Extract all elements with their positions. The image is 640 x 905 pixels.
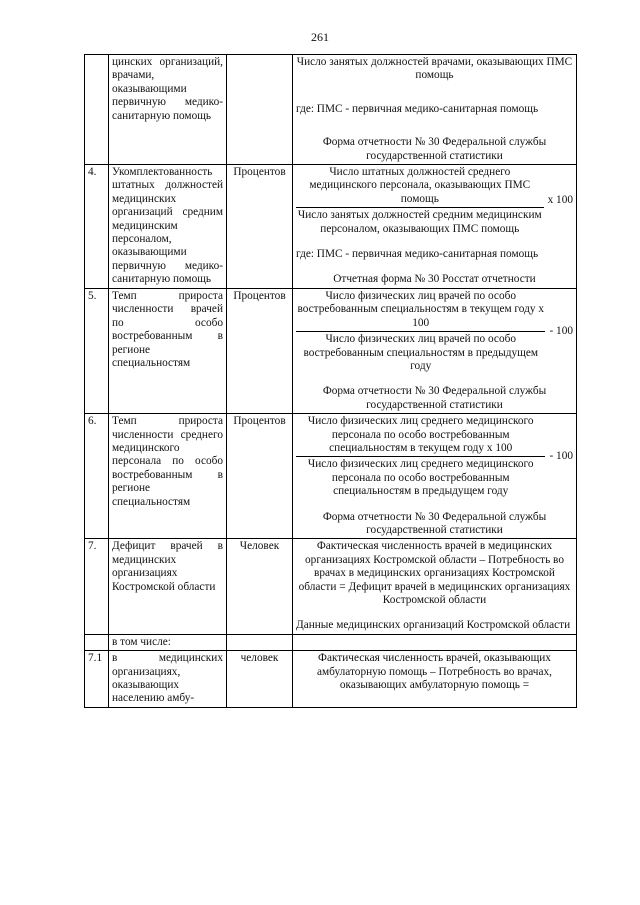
table-row: [85, 414, 577, 539]
data-source: Отчетная форма № 30 Росстат отчетности: [333, 273, 536, 286]
denominator: Число физических лиц врачей по особо востребованным специальностям в предыдущем году: [296, 331, 545, 373]
formula-suffix: - 100: [549, 324, 573, 337]
formula-text: Фактическая численность врачей, оказывающих амбулаторную помощь – Потребность во врачах, оказывающих амбулаторную помощь =: [317, 652, 552, 692]
numerator: Число штатных должностей среднего медицинского персонала, оказывающих ПМС помощь: [309, 166, 531, 205]
unit: [227, 55, 293, 165]
unit: Процентов: [227, 288, 293, 413]
row-number: 6.: [85, 414, 109, 539]
formula-text: Фактическая численность врачей в медицинских организациях Костромской области – Потребность во врачах в медицинских организациях Костромской области = Дефицит врачей в медицинских организациях Костромской области: [298, 540, 571, 606]
formula-cell: [293, 651, 577, 708]
formula-fraction: [296, 166, 573, 236]
table-row: [85, 288, 577, 413]
unit: Процентов: [227, 414, 293, 539]
formula-cell: [293, 55, 577, 165]
denominator: Число занятых должностей средним медицинским персоналом, оказывающих ПМС помощь: [297, 209, 542, 235]
formula-cell: [293, 165, 577, 289]
indicator-name: Темп прироста численности врачей по особо востребованным в регионе специальностям: [109, 288, 227, 413]
unit: Процентов: [227, 165, 293, 289]
subheader-label: в том числе:: [109, 634, 227, 650]
formula-cell: [293, 539, 577, 634]
formula-cell: [293, 288, 577, 413]
row-number: [85, 634, 109, 650]
formula-cell: [293, 414, 577, 539]
formula-suffix: x 100: [547, 194, 573, 207]
formula-note: где: ПМС - первичная медико-санитарная помощь: [296, 102, 539, 115]
numerator: Число физических лиц врачей по особо востребованным специальностям в текущем году x 100: [297, 289, 544, 329]
table-row: [85, 539, 577, 634]
table-row: [85, 651, 577, 708]
row-number: 7.: [85, 539, 109, 634]
data-source: Форма отчетности № 30 Федеральной службы государственной статистики: [322, 385, 547, 411]
row-number: 7.1: [85, 651, 109, 708]
row-number: 5.: [85, 288, 109, 413]
numerator: Число физических лиц среднего медицинского персонала по особо востребованным специальностям в текущем году x 100: [307, 415, 534, 454]
data-source: Форма отчетности № 30 Федеральной службы государственной статистики: [322, 136, 547, 162]
indicator-name: цинских организаций, врачами, оказывающими первичную медико-санитарную помощь: [109, 55, 227, 165]
data-source: Данные медицинских организаций Костромской области: [296, 619, 571, 632]
formula-text: Число занятых должностей врачами, оказывающих ПМС помощь: [296, 56, 573, 82]
table-row: [85, 55, 577, 165]
denominator: Число физических лиц среднего медицинского персонала по особо востребованным специальностям в предыдущем году: [296, 456, 545, 498]
indicators-table: [84, 54, 577, 708]
table-row: [85, 634, 577, 650]
indicator-name: Темп прироста численности среднего медицинского персонала по особо востребованным в регионе специальностям: [109, 414, 227, 539]
row-number: 4.: [85, 165, 109, 289]
formula-fraction: [296, 415, 573, 498]
data-source: Форма отчетности № 30 Федеральной службы государственной статистики: [322, 510, 547, 536]
unit: человек: [227, 651, 293, 708]
formula-note: где: ПМС - первичная медико-санитарная помощь: [296, 248, 539, 261]
indicator-name: Дефицит врачей в медицинских организациях Костромской области: [109, 539, 227, 634]
indicator-name: в медицинских организациях, оказывающих населению амбу-: [109, 651, 227, 708]
row-number: [85, 55, 109, 165]
page-number: 261: [311, 30, 329, 44]
formula-fraction: [296, 290, 573, 373]
formula-suffix: - 100: [549, 450, 573, 463]
indicator-name: Укомплектованность штатных должностей медицинских организаций средним медицинским персоналом, оказывающими первичную медико-санитарную помощь: [109, 165, 227, 289]
table-row: [85, 165, 577, 289]
unit: Человек: [227, 539, 293, 634]
